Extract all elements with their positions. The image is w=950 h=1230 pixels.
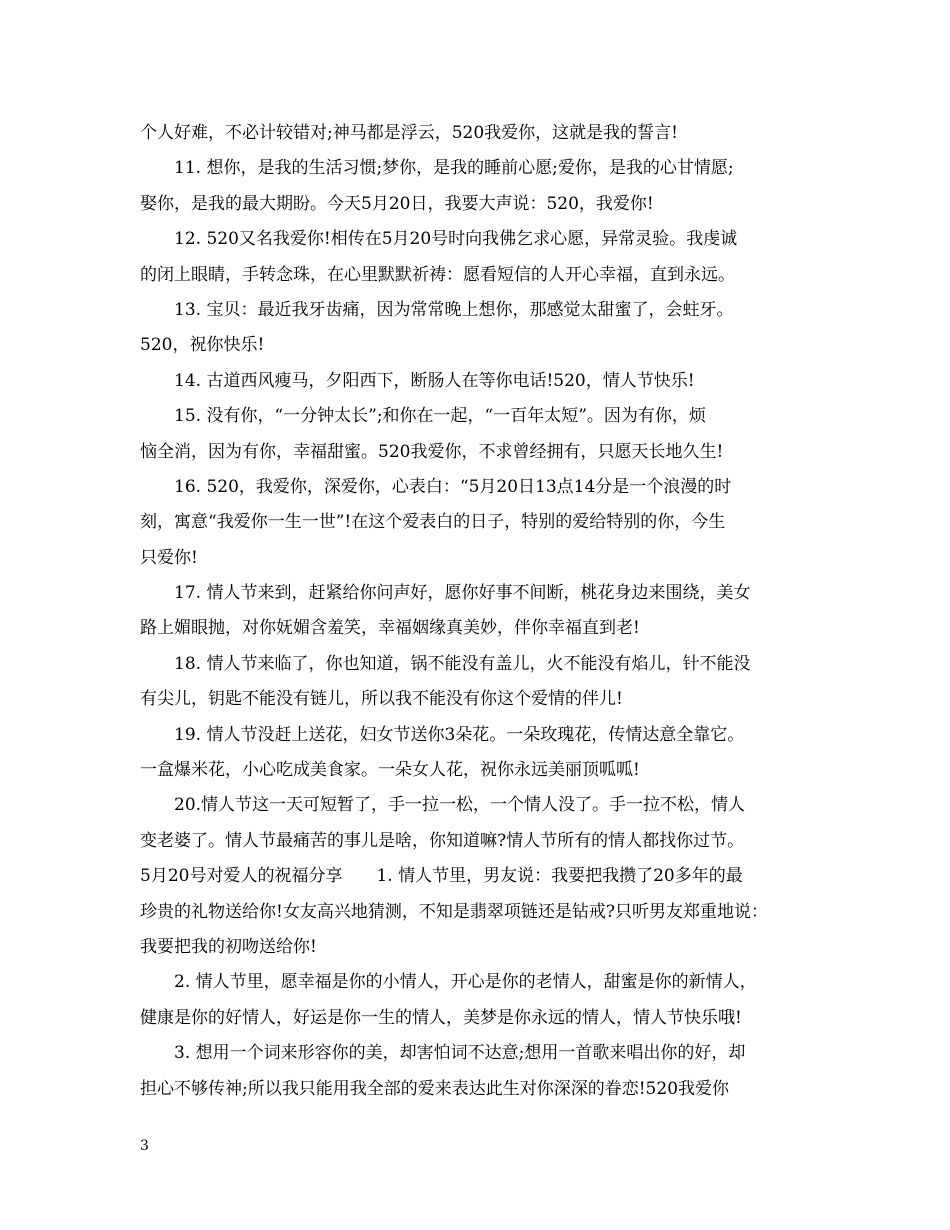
text-line: 14. 古道西风瘦马，夕阳西下，断肠人在等你电话!520，情人节快乐!: [174, 370, 695, 391]
text-line: 12. 520又名我爱你!相传在5月20号时向我佛乞求心愿，异常灵验。我虔诚: [174, 229, 738, 250]
text-line: 我要把我的初吻送给你!: [140, 936, 317, 957]
page-number: 3: [140, 1138, 149, 1154]
text-line: 2. 情人节里，愿幸福是你的小情人，开心是你的老情人，甜蜜是你的新情人，: [174, 972, 757, 993]
text-line: 15. 没有你，“一分钟太长”;和你在一起，“一百年太短”。因为有你，烦: [174, 406, 706, 427]
text-line: 的闭上眼睛，手转念珠，在心里默默祈祷：愿看短信的人开心幸福，直到永远。: [140, 264, 735, 285]
section-heading-line: [140, 859, 830, 894]
text-line: 娶你，是我的最大期盼。今天5月20日，我要大声说：520，我爱你!: [140, 193, 654, 214]
section-heading: 5月20号对爱人的祝福分享: [140, 866, 343, 887]
text-line: 13. 宝贝：最近我牙齿痛，因为常常晚上想你，那感觉太甜蜜了，会蛀牙。: [174, 299, 734, 320]
document-body: [140, 116, 830, 1107]
text-line: 只爱你!: [140, 547, 198, 568]
text-line: 19. 情人节没赶上送花，妇女节送你3朵花。一朵玫瑰花，传情达意全靠它。: [174, 724, 745, 745]
text-line: 3. 想用一个词来形容你的美，却害怕词不达意;想用一首歌来唱出你的好，却: [174, 1043, 746, 1064]
text-line: 珍贵的礼物送给你!女友高兴地猜测，不知是翡翠项链还是钻戒?只听男友郑重地说：: [140, 901, 768, 922]
text-line: 变老婆了。情人节最痛苦的事儿是啥，你知道嘛?情人节所有的情人都找你过节。: [140, 830, 745, 851]
text-line: 16. 520，我爱你，深爱你，心表白：“5月20日13点14分是一个浪漫的时: [174, 476, 732, 497]
text-line: 一盒爆米花，小心吃成美食家。一朵女人花，祝你永远美丽顶呱呱!: [140, 760, 640, 781]
text-line: 路上媚眼抛，对你妩媚含羞笑，幸福姻缘真美妙，伴你幸福直到老!: [140, 618, 640, 639]
text-line: 520，祝你快乐!: [140, 335, 265, 356]
section-first-line: 1. 情人节里，男友说：我要把我攒了20多年的最: [376, 866, 743, 887]
text-line: 担心不够传神;所以我只能用我全部的爱来表达此生对你深深的眷恋!520我爱你: [140, 1078, 730, 1099]
text-line: 个人好难，不必计较错对;神马都是浮云，520我爱你，这就是我的誓言!: [140, 123, 679, 143]
text-line: 18. 情人节来临了，你也知道，锅不能没有盖儿，火不能没有焰儿，针不能没: [174, 653, 751, 674]
text-line: 有尖儿，钥匙不能没有链儿，所以我不能没有你这个爱情的伴儿!: [140, 689, 623, 710]
text-line: 17. 情人节来到，赶紧给你问声好，愿你好事不间断，桃花身边来围绕，美女: [174, 583, 751, 604]
text-line: 刻，寓意“我爱你一生一世”!在这个爱表白的日子，特别的爱给特别的你，今生: [140, 512, 726, 533]
text-line: 恼全消，因为有你，幸福甜蜜。520我爱你，不求曾经拥有，只愿天长地久生!: [140, 441, 724, 462]
text-line: 11. 想你，是我的生活习惯;梦你，是我的睡前心愿;爱你，是我的心甘情愿;: [174, 158, 734, 179]
text-line: 健康是你的好情人，好运是你一生的情人，美梦是你永远的情人，情人节快乐哦!: [140, 1007, 742, 1028]
text-line: 20.情人节这一天可短暂了，手一拉一松，一个情人没了。手一拉不松，情人: [174, 795, 746, 816]
